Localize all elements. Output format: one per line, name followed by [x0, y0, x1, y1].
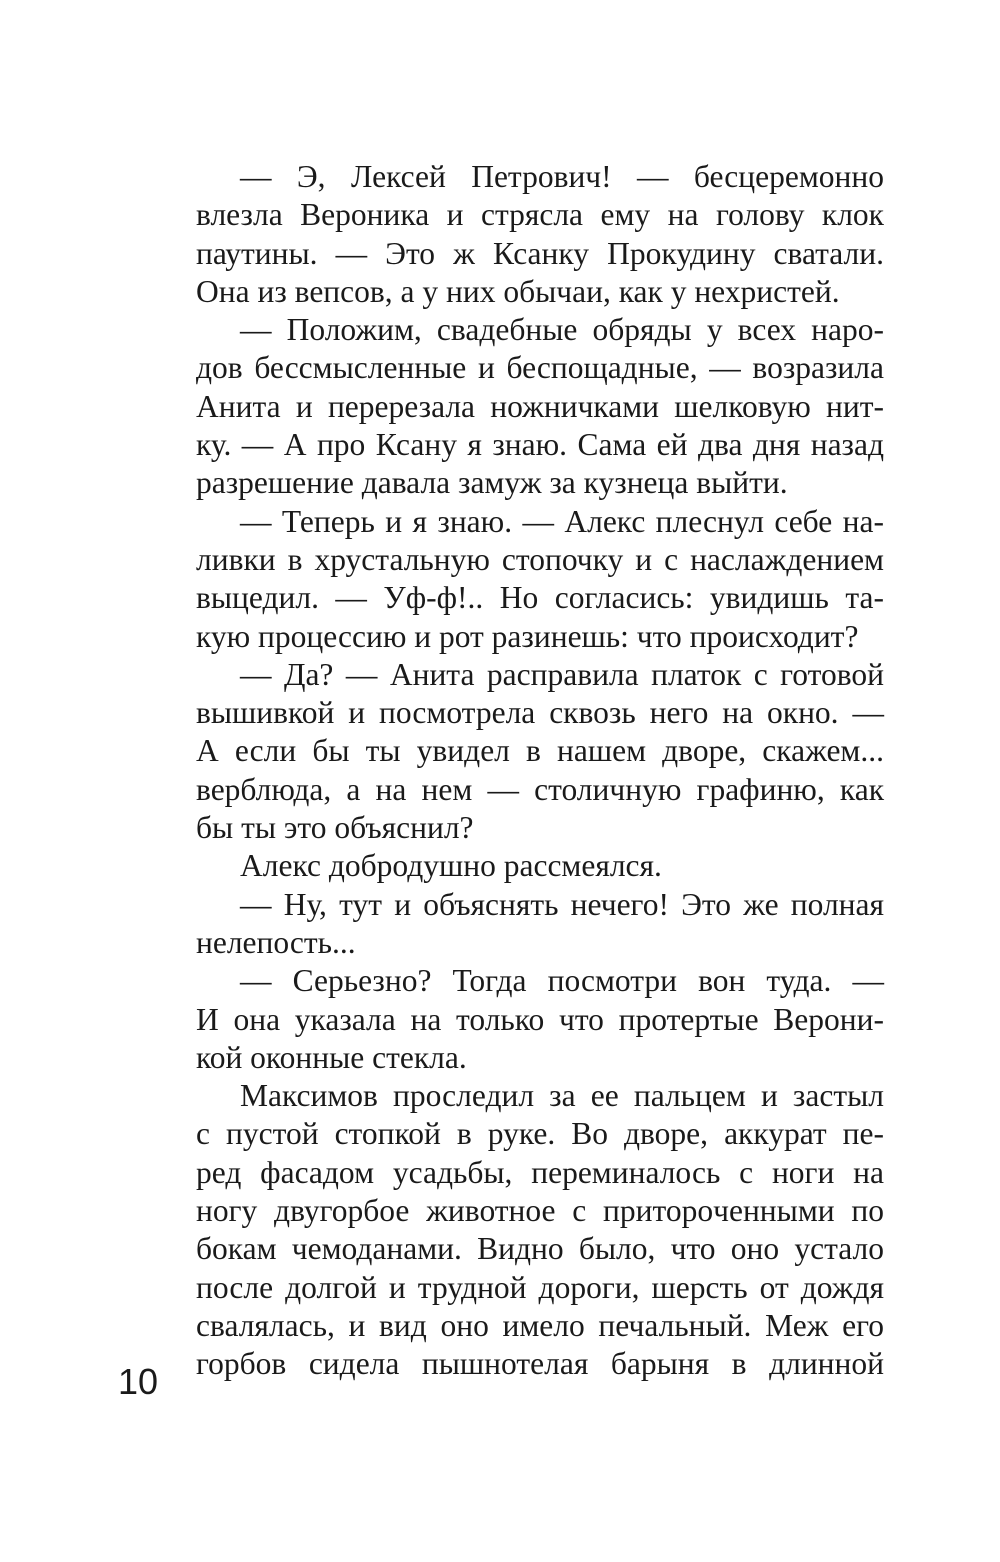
text-line: дов бессмысленные и беспощадные, — возразила — [196, 350, 884, 386]
text-line: Максимов проследил за ее пальцем и застыл — [240, 1078, 884, 1114]
text-line: — Положим, свадебные обряды у всех наро- — [240, 312, 884, 348]
text-line: выцедил. — Уф-ф!.. Но согласись: увидишь та- — [196, 580, 884, 616]
text-line: — Ну, тут и объяснять нечего! Это же полная — [240, 886, 884, 922]
text-line: бокам чемоданами. Видно было, что оно устало — [196, 1231, 884, 1267]
text-line: паутины. — Это ж Ксанку Прокудину сватали. — [196, 235, 884, 271]
text-line: верблюда, а на нем — столичную графиню, как — [196, 771, 884, 807]
text-line: Алекс добродушно рассмеялся. — [240, 848, 662, 884]
body-text — [196, 158, 884, 1384]
text-line: ливки в хрустальную стопочку и с наслаждением — [196, 541, 884, 577]
text-line: ред фасадом усадьбы, переминалось с ноги на — [196, 1154, 884, 1190]
text-line: после долгой и трудной дороги, шерсть от дождя — [196, 1269, 884, 1305]
text-line: бы ты это объяснил? — [196, 810, 474, 846]
text-line: с пустой стопкой в руке. Во дворе, аккурат пе- — [196, 1116, 884, 1152]
text-line: горбов сидела пышнотелая барыня в длинной — [196, 1346, 884, 1382]
text-line: вышивкой и посмотрела сквозь него на окно. — — [196, 695, 884, 731]
text-line: — Да? — Анита расправила платок с готовой — [240, 656, 884, 692]
text-line: нелепость... — [196, 924, 356, 960]
text-line: разрешение давала замуж за кузнеца выйти. — [196, 465, 788, 501]
text-line: — Теперь и я знаю. — Алекс плеснул себе на- — [240, 503, 884, 539]
text-line: ку. — А про Ксану я знаю. Сама ей два дня назад — [196, 427, 884, 463]
text-line: — Э, Лексей Петрович! — бесцеремонно — [240, 159, 884, 194]
text-line: ногу двугорбое животное с приторoченными по — [196, 1193, 884, 1229]
text-line: Анита и перерезала ножничками шелковую нит- — [196, 388, 884, 424]
text-line: И она указала на только что протертые Верони- — [196, 1001, 884, 1037]
text-line: свалялась, и вид оно имело печальный. Меж его — [196, 1307, 884, 1343]
text-line: влезла Вероника и стрясла ему на голову клок — [196, 197, 884, 233]
text-line: кую процессию и рот разинешь: что происходит? — [196, 618, 859, 654]
text-line: Она из вепсов, а у них обычаи, как у нехристей. — [196, 273, 840, 309]
text-line: — Серьезно? Тогда посмотри вон туда. — — [240, 963, 884, 999]
page-number: 10 — [118, 1361, 159, 1402]
text-line: А если бы ты увидел в нашем дворе, скажем... — [196, 733, 884, 769]
text-line: кой оконные стекла. — [196, 1039, 467, 1075]
